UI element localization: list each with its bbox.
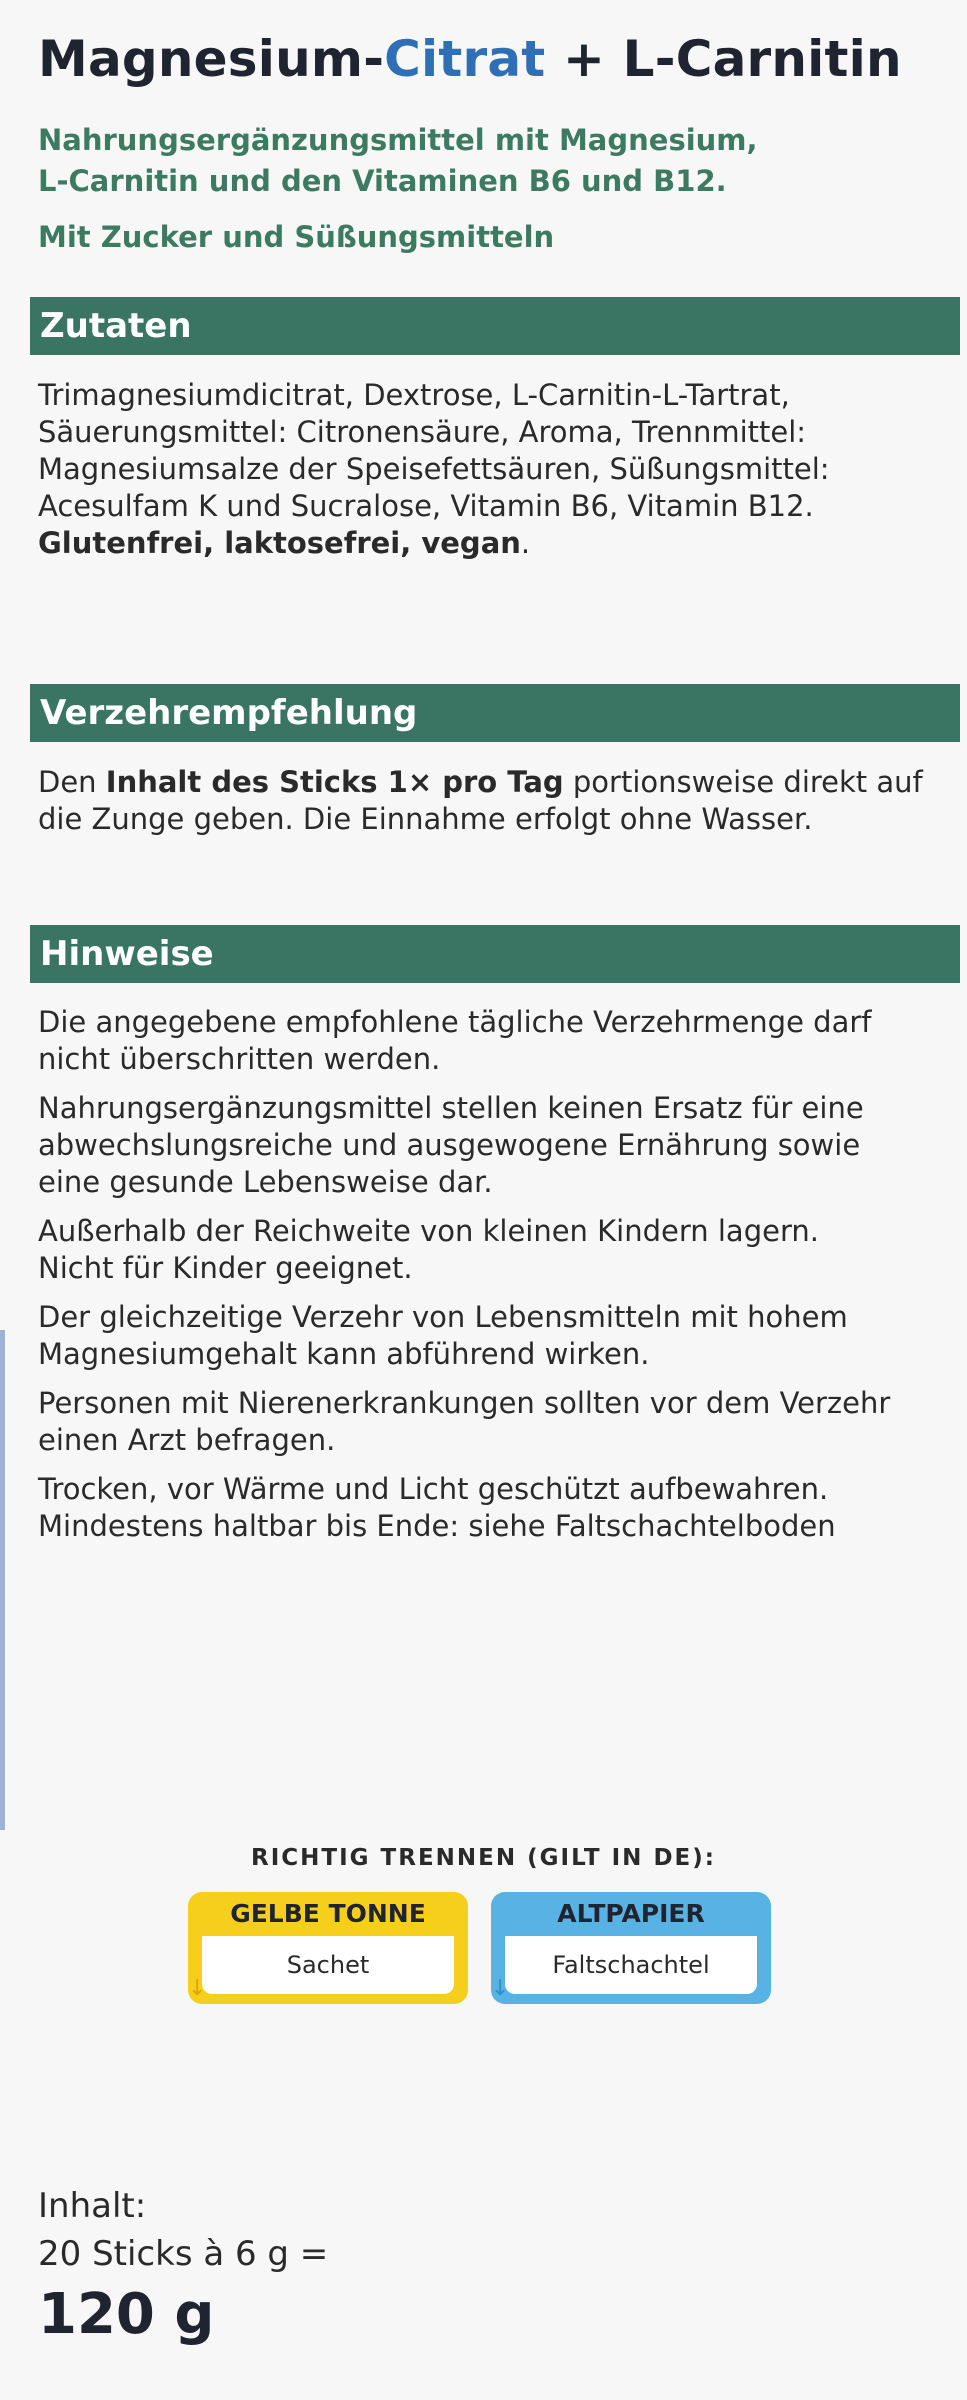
note-line: Nicht für Kinder geeignet. (38, 1251, 413, 1285)
yellow-bin-label: GELBE TONNE (230, 1899, 426, 1928)
note-paragraph (38, 1004, 953, 1078)
edge-stripe (0, 1330, 5, 1830)
recycling-title: RICHTIG TRENNEN (GILT IN DE): (251, 1845, 716, 1871)
product-title (38, 30, 902, 88)
note-line: einen Arzt befragen. (38, 1423, 336, 1457)
note-line: nicht überschritten werden. (38, 1042, 441, 1076)
title-accent: Citrat (384, 30, 546, 88)
note-paragraph (38, 1385, 953, 1459)
section-heading-zutaten: Zutaten (30, 297, 960, 355)
ingredients-line: Magnesiumsalze der Speisefettsäuren, Süßungsmittel: (38, 452, 830, 486)
dietary-claims-end: . (520, 526, 531, 560)
note-line: eine gesunde Lebensweise dar. (38, 1165, 493, 1199)
down-arrow-icon: ↓ (188, 1976, 207, 2001)
contents-info (38, 2182, 328, 2278)
dosage-pre: Den (38, 765, 106, 799)
notes-text (38, 1004, 953, 1557)
dosage-line (38, 764, 953, 801)
contents-detail: 20 Sticks à 6 g = (38, 2234, 329, 2274)
paper-bin-item: Faltschachtel (505, 1936, 757, 1994)
note-line: Nahrungsergänzungsmittel stellen keinen Ersatz für eine (38, 1091, 864, 1125)
dosage-bold: Inhalt des Sticks 1× pro Tag (105, 765, 564, 799)
note-line: Personen mit Nierenerkrankungen sollten vor dem Verzehr (38, 1386, 891, 1420)
note-paragraph (38, 1471, 953, 1545)
note-paragraph (38, 1213, 953, 1287)
dosage-post: portionsweise direkt auf (563, 765, 923, 799)
contents-label: Inhalt: (38, 2186, 147, 2226)
dietary-claims (38, 525, 953, 562)
note-line: Mindestens haltbar bis Ende: siehe Faltschachtelboden (38, 1509, 836, 1543)
section-heading-hinweise: Hinweise (30, 925, 960, 983)
note-paragraph (38, 1090, 953, 1201)
ingredients-line: Acesulfam K und Sucralose, Vitamin B6, Vitamin B12. (38, 489, 814, 523)
sweetener-note: Mit Zucker und Süßungsmitteln (38, 220, 555, 254)
paper-bin-label: ALTPAPIER (557, 1899, 705, 1928)
dosage-text (38, 764, 953, 838)
contents-total: 120 g (38, 2282, 215, 2347)
product-subtitle (38, 120, 758, 202)
subtitle-line: L-Carnitin und den Vitaminen B6 und B12. (38, 164, 727, 198)
ingredients-line: Säuerungsmittel: Citronensäure, Aroma, Trennmittel: (38, 415, 807, 449)
note-line: Magnesiumgehalt kann abführend wirken. (38, 1337, 650, 1371)
recycling-paper-bin (491, 1892, 771, 2004)
note-line: Der gleichzeitige Verzehr von Lebensmitteln mit hohem (38, 1300, 848, 1334)
note-paragraph (38, 1299, 953, 1373)
subtitle-line: Nahrungsergänzungsmittel mit Magnesium, (38, 123, 758, 157)
down-arrow-icon: ↓ (491, 1976, 510, 2001)
note-line: Außerhalb der Reichweite von kleinen Kindern lagern. (38, 1214, 819, 1248)
dietary-claims-bold: Glutenfrei, laktosefrei, vegan (38, 526, 521, 560)
dosage-line: die Zunge geben. Die Einnahme erfolgt ohne Wasser. (38, 802, 813, 836)
recycling-yellow-bin (188, 1892, 468, 2004)
ingredients-line: Trimagnesiumdicitrat, Dextrose, L-Carnitin-L-Tartrat, (38, 378, 790, 412)
note-line: abwechslungsreiche und ausgewogene Ernährung sowie (38, 1128, 861, 1162)
note-line: Die angegebene empfohlene tägliche Verzehrmenge darf (38, 1005, 872, 1039)
yellow-bin-item: Sachet (202, 1936, 454, 1994)
note-line: Trocken, vor Wärme und Licht geschützt aufbewahren. (38, 1472, 829, 1506)
title-part2: + L-Carnitin (545, 30, 902, 88)
ingredients-text (38, 377, 953, 562)
section-heading-verzehrempfehlung: Verzehrempfehlung (30, 684, 960, 742)
title-part1: Magnesium- (38, 30, 385, 88)
